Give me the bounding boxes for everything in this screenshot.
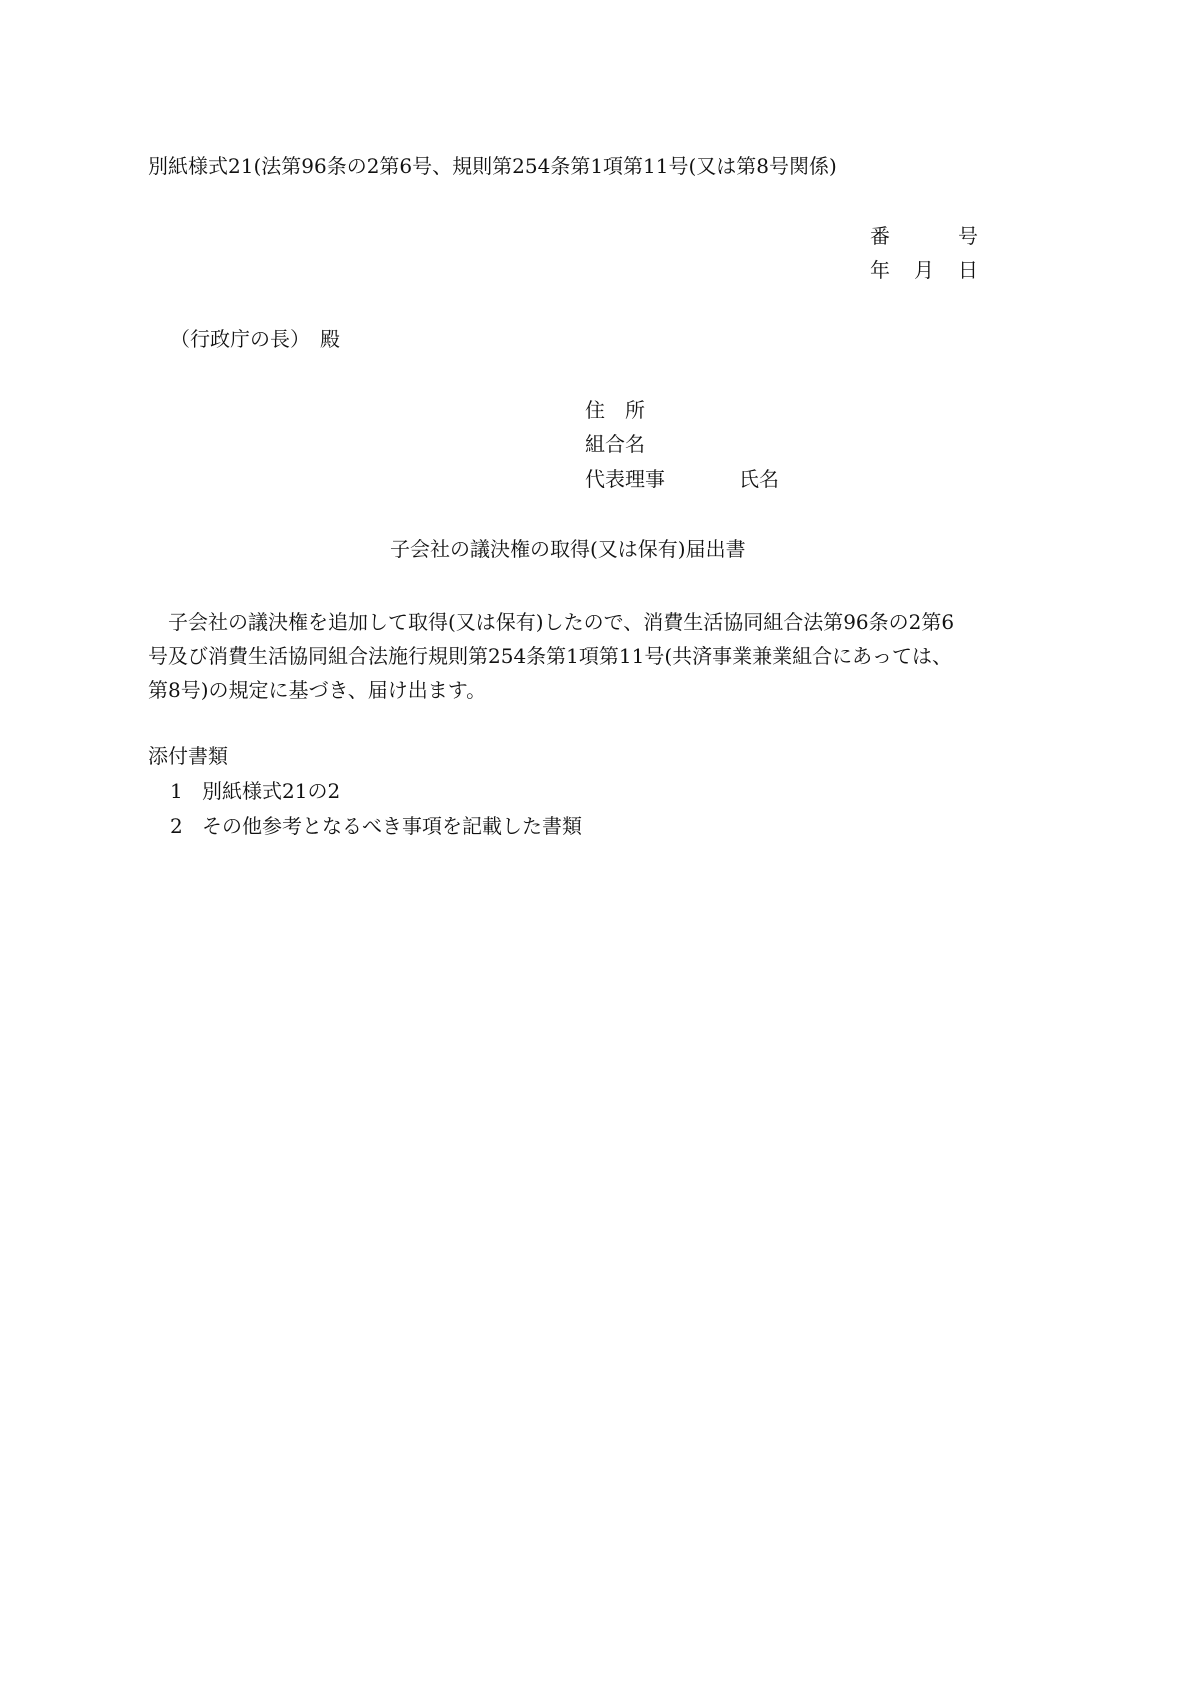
date-year: 年 [870,258,890,282]
attachment-number: 2 [170,814,183,838]
document-date-line [870,256,978,284]
sender-union-label: 組合名 [585,432,645,456]
document-number-line [870,222,978,250]
attachment-item [170,812,582,840]
attachment-text: 別紙様式21の2 [202,779,341,803]
addressee: （行政庁の長） 殿 [170,327,340,351]
date-month: 月 [914,258,934,282]
body-line: 子会社の議決権を追加して取得(又は保有)したので、消費生活協同組合法第96条の2第6 [148,610,955,634]
number-suffix: 号 [958,224,978,248]
date-day: 日 [958,258,978,282]
attachment-number: 1 [170,779,183,803]
document-body [148,605,1028,707]
body-line: 号及び消費生活協同組合法施行規則第254条第1項第11号(共済事業兼業組合にあっては、 [148,644,952,668]
attachments-heading: 添付書類 [148,744,228,768]
attachment-text: その他参考となるべき事項を記載した書類 [202,814,582,838]
attachment-item [170,777,340,805]
sender-name-label: 氏名 [739,467,779,491]
number-prefix: 番 [870,224,890,248]
sender-representative-label: 代表理事 [585,467,665,491]
body-line: 第8号)の規定に基づき、届け出ます。 [148,678,487,702]
form-label: 別紙様式21(法第96条の2第6号、規則第254条第1項第11号(又は第8号関係) [148,154,837,178]
document-title: 子会社の議決権の取得(又は保有)届出書 [390,537,746,561]
sender-address-label: 住 所 [585,398,645,422]
